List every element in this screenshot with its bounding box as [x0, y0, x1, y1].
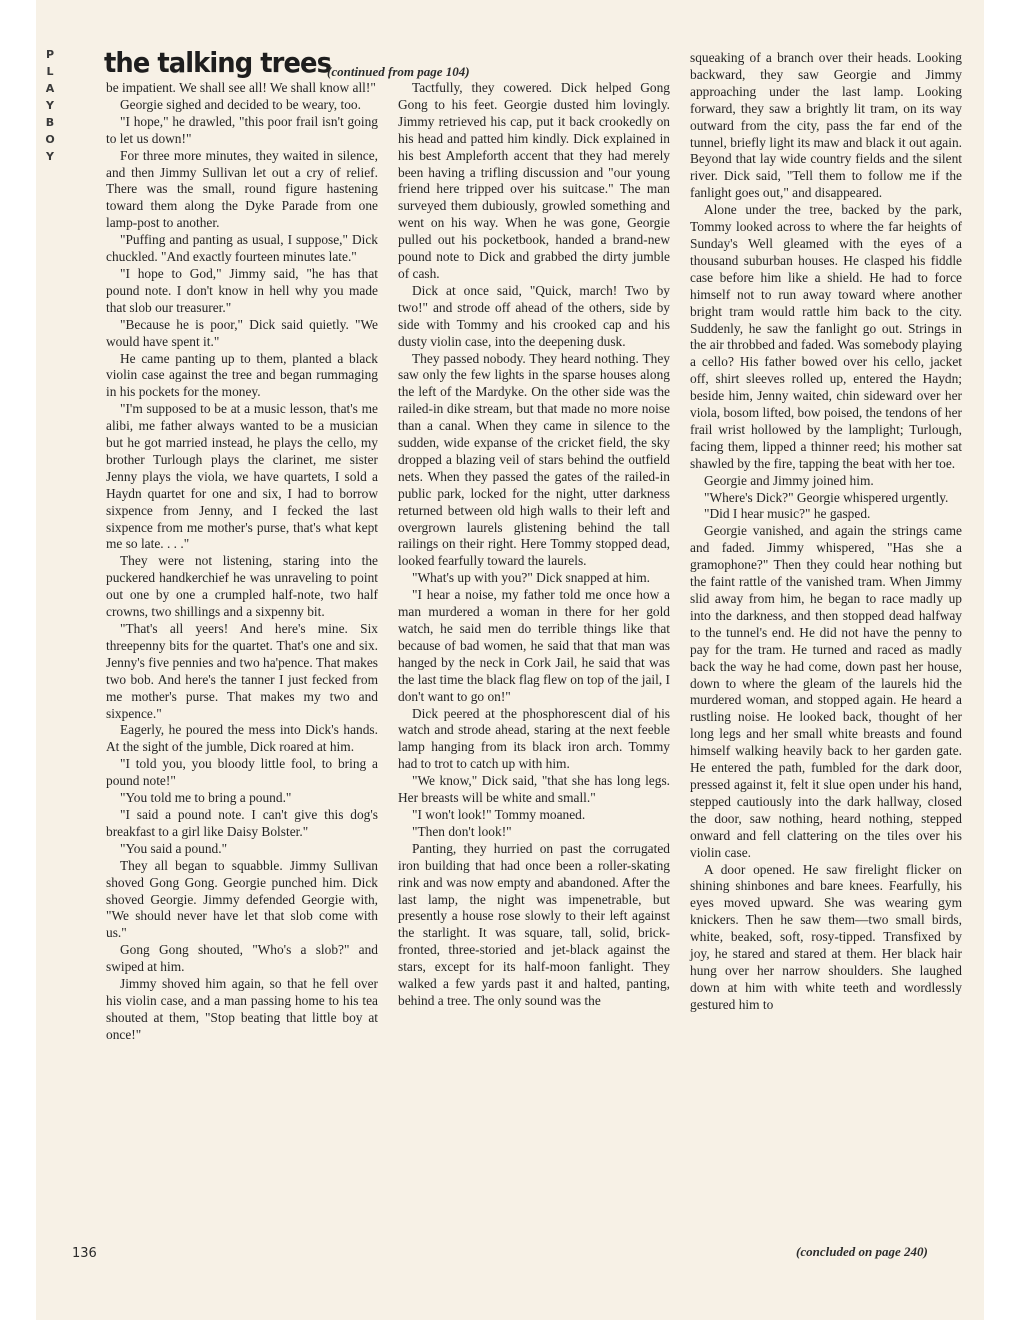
paragraph: Georgie and Jimmy joined him.: [704, 472, 874, 488]
text-column-3: [690, 50, 962, 1014]
paragraph: "What's up with you?" Dick snapped at him.: [412, 570, 650, 586]
paragraph: "Puffing and panting as usual, I suppose," Dick chuckled. "And exactly fourteen minutes late.": [106, 232, 378, 265]
paragraph: Eagerly, he poured the mess into Dick's hands. At the sight of the jumble, Dick roared at him.: [106, 722, 378, 755]
paragraph: "That's all yeers! And here's mine. Six threepenny bits for the quartet. That's one and six. Jenny's five pennies and two ha'pence. That makes two bob. And here's the tanner I just fecked from me mother's purse. That makes my two and sixpence.": [106, 621, 378, 721]
paragraph: Tactfully, they cowered. Dick helped Gong Gong to his feet. Georgie dusted him lovingly. Jimmy retrieved his cap, put it back crookedly on his head and patted him kindly. Dick explained in his best Ampleforth accent that they had merely been having a trifling discussion and "our young friend here tripped over his suitcase." The man surveyed them dubiously, growled something and went on his way. When he was gone, Georgie pulled out his pocketbook, handed a brand-new pound note to Dick and grabbed the dirty jumble of cash.: [398, 80, 670, 281]
paragraph: Panting, they hurried on past the corrugated iron building that had once been a roller-skating rink and was now empty and abandoned. After the last lamp, the night was impenetrable, but presently a house rose slowly to their left against the starlight. It was square, tall, solid, brick-fronted, three-storied and jet-black against the stars, except for its half-moon fanlight. They walked a few yards past it and halted, panting, behind a tree. The only sound was the: [398, 840, 670, 1008]
paragraph: They all began to squabble. Jimmy Sullivan shoved Gong Gong. Georgie punched him. Dick shoved Georgie. Jimmy defended Georgie with, "We should never have let that slob come with us.": [106, 857, 378, 941]
paragraph: "I won't look!" Tommy moaned.: [412, 806, 586, 822]
paragraph: "I'm supposed to be at a music lesson, that's me alibi, me father always wanted to be a musician but he got married instead, he plays the cello, my brother Turlough plays the clarinet, me sister Jenny plays the viola, we have quartets, I sold a Haydn quartet for one and six, I had to borrow sixpence from Jenny, and I fecked the last sixpence from me mother's purse, that's what kept me so late. . . .": [106, 401, 378, 552]
magazine-masthead: P L A Y B O Y: [45, 48, 55, 163]
paragraph: "I said a pound note. I can't give this dog's breakfast to a girl like Daisy Bolster.": [106, 806, 378, 839]
paragraph: "I hope to God," Jimmy said, "he has that pound note. I don't know in hell why you made that slob our treasurer.": [106, 265, 378, 315]
page-number: 136: [72, 1246, 97, 1261]
paragraph: "Because he is poor," Dick said quietly. "We would have spent it.": [106, 316, 378, 349]
paragraph: Georgie vanished, and again the strings came and faded. Jimmy whispered, "Has she a gramophone?" Then they could hear nothing but the faint rattle of the vanished tram. When Jimmy slid away from him, he began to race madly up into the darkness, and then stopped dead halfway to the tunnel's end. He did not have the penny to pay for the tram. He turned and raced as madly back the way he had come, down past her house, down to where the gleam of the laurels hid the murdered woman, and stopped again. He heard a rustling noise. He looked back, thought of her long legs and her small white breasts and found himself walking heavily back to her garden gate. He entered the path, fumbled for the dark door, pressed against it, felt it slue open under his hand, stepped cautiously into the dark hallway, closed the door, saw nothing, heard nothing, stepped onward and fell clattering on the tiles over his violin case.: [690, 523, 962, 860]
paragraph: "I hear a noise, my father told me once how a man murdered a woman in there for her gold watch, he said men do terrible things like that because of bad women, he said that that man was hanged by the neck in Cork Jail, he said that was the last time the black flag flew on top of the jail, I don't want to go on!": [398, 587, 670, 704]
paragraph: be impatient. We shall see all! We shall know all!": [106, 80, 376, 95]
text-column-1: [106, 80, 378, 1044]
article-title: the talking trees: [104, 46, 331, 79]
text-column-2: [398, 80, 670, 1010]
paragraph: Georgie sighed and decided to be weary, too.: [120, 96, 361, 112]
paragraph: They passed nobody. They heard nothing. They saw only the few lights in the sparse houses along the left of the Mardyke. On the other side was the railed-in dike stream, but that made no more noise than a canal. When they came in silence to the sudden, wide expanse of the cricket field, the sky dropped a blazing veil of stars behind the outfield nets. When they passed the gates of the railed-in public park, locked for the night, utter darkness returned between old high walls to their left and overgrown laurels glistening behind the tall railings on their right. Here Tommy stopped dead, looked fearfully toward the laurels.: [398, 350, 670, 569]
paragraph: "I hope," he drawled, "this poor frail isn't going to let us down!": [106, 113, 378, 146]
paragraph: For three more minutes, they waited in silence, and then Jimmy Sullivan let out a cry of relief. There was the small, round figure hastening toward them along the Dyke Parade from one lamp-post to another.: [106, 147, 378, 231]
continued-note: (continued from page 104): [327, 64, 470, 79]
paragraph: "Did I hear music?" he gasped.: [704, 506, 871, 522]
concluded-note: (concluded on page 240): [796, 1244, 928, 1259]
paragraph: "We know," Dick said, "that she has long legs. Her breasts will be white and small.": [398, 773, 670, 806]
paragraph: Gong Gong shouted, "Who's a slob?" and swiped at him.: [106, 942, 378, 975]
paragraph: "I told you, you bloody little fool, to bring a pound note!": [106, 756, 378, 789]
paragraph: Dick peered at the phosphorescent dial of his watch and strode ahead, staring at the next feeble lamp hanging from its black iron arch. Tommy had to trot to catch up with him.: [398, 705, 670, 772]
paragraph: Alone under the tree, backed by the park, Tommy looked across to where the far heights of Sunday's Well gleamed with the eyes of a thousand suburban houses. He clasped his fiddle case before him like a shield. He had to force himself not to run away toward where another bright tram would rattle him back to the city. Suddenly, he saw the fanlight go out. Strings in the air throbbed and faded. Was somebody playing a cello? His father bowed over his cello, jacket off, shirt sleeves rolled up, entered the Haydn; beside him, Jenny waited, chin sideward over her viola, bosom lifted, bow poised, the tendons of her frail wrist hollowed by the lamplight; Turlough, facing them, lipped a thinner reed; his mother sat shawled by the fire, tapping the beat with her toe.: [690, 202, 962, 471]
paragraph: "You said a pound.": [120, 840, 228, 856]
paragraph: They were not listening, staring into the puckered handkerchief he was unraveling to point out one by one a crumpled half-note, two half crowns, two shillings and a sixpenny bit.: [106, 553, 378, 620]
paragraph: "You told me to bring a pound.": [120, 790, 292, 806]
paragraph: A door opened. He saw firelight flicker on shining shinbones and bare knees. Fearfully, his eyes moved upward. She was wearing gym knickers. Then he saw them—two small birds, white, beaked, soft, rosy-tipped. Transfixed by joy, he stared and stared at them. Her black hair hung over her narrow shoulders. She laughed down at him with white teeth and wordlessly gestured him to: [690, 861, 962, 1012]
paragraph: "Then don't look!": [412, 823, 512, 839]
paragraph: Dick at once said, "Quick, march! Two by two!" and strode off ahead of the others, side by side with Tommy and his crooked cap and his dusty violin case, into the deepening dusk.: [398, 282, 670, 349]
paragraph: Jimmy shoved him again, so that he fell over his violin case, and a man passing home to his tea shouted at them, "Stop beating that little boy at once!": [106, 976, 378, 1042]
paragraph: "Where's Dick?" Georgie whispered urgently.: [704, 489, 949, 505]
paragraph: squeaking of a branch over their heads. Looking backward, they saw Georgie and Jimmy approaching under the last lamp. Looking forward, they saw a brightly lit tram, on its way outward from the city, pass the far end of the tunnel, briefly light its maw and black it out again. Beyond that lay wide country fields and the silent river. Dick said, "Tell them to follow me if the fanlight goes out," and disappeared.: [690, 50, 962, 201]
paragraph: He came panting up to them, planted a black violin case against the tree and began rummaging in his pockets for the money.: [106, 350, 378, 400]
